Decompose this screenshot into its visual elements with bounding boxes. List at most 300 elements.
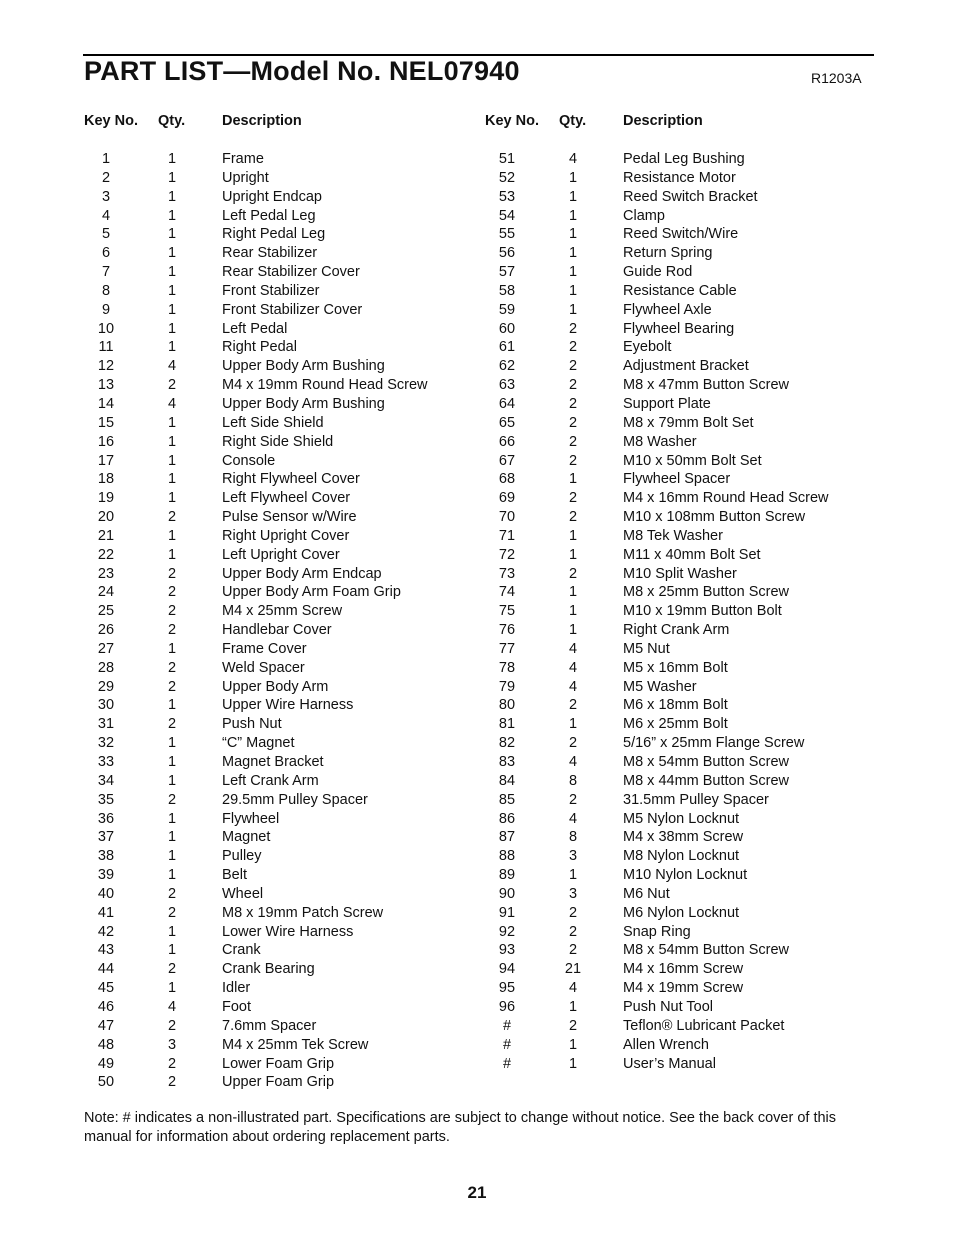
part-key-number: #: [502, 1055, 512, 1072]
part-key-number: 45: [97, 980, 115, 997]
part-key-number: 94: [498, 961, 516, 978]
part-key-number: 19: [97, 490, 115, 507]
part-row: [485, 489, 885, 508]
part-key-number: 82: [498, 735, 516, 752]
part-description: M11 x 40mm Bolt Set: [623, 546, 761, 563]
part-quantity: 1: [568, 169, 578, 186]
column-header: [485, 113, 885, 131]
part-key-number: 73: [498, 565, 516, 582]
part-key-number: 41: [97, 904, 115, 921]
part-row: [84, 150, 484, 169]
part-quantity: 4: [568, 659, 578, 676]
part-quantity: 1: [568, 622, 578, 639]
part-description: M10 x 50mm Bolt Set: [623, 452, 762, 469]
part-quantity: 3: [568, 885, 578, 902]
part-row: [485, 527, 885, 546]
part-quantity: 1: [568, 188, 578, 205]
part-description: Left Pedal Leg: [222, 207, 316, 224]
part-row: [485, 244, 885, 263]
part-description: Lower Wire Harness: [222, 923, 354, 940]
part-description: Adjustment Bracket: [623, 358, 749, 375]
part-description: Frame Cover: [222, 640, 307, 657]
part-quantity: 2: [568, 452, 578, 469]
part-row: [84, 452, 484, 471]
part-row: [485, 263, 885, 282]
part-description: M8 x 54mm Button Screw: [623, 754, 789, 770]
part-quantity: 2: [568, 509, 578, 526]
part-quantity: 4: [568, 151, 578, 167]
part-quantity: 2: [167, 1055, 177, 1072]
part-key-number: 79: [498, 678, 516, 695]
part-quantity: 4: [568, 640, 578, 657]
part-quantity: 2: [167, 961, 177, 978]
part-quantity: 1: [167, 471, 177, 488]
part-row: [84, 998, 484, 1017]
part-key-number: 77: [498, 640, 516, 657]
part-row: [84, 960, 484, 979]
part-key-number: 14: [97, 395, 115, 412]
part-key-number: 43: [97, 942, 115, 959]
part-quantity: 2: [167, 1074, 177, 1091]
part-row: [485, 791, 885, 810]
part-quantity: 2: [167, 1017, 177, 1034]
part-row: [485, 150, 885, 169]
part-row: [485, 734, 885, 753]
part-row: [84, 527, 484, 546]
part-row: [84, 583, 484, 602]
part-key-number: 67: [498, 452, 516, 469]
part-row: [485, 188, 885, 207]
part-quantity: 2: [167, 791, 177, 808]
part-quantity: 1: [568, 603, 578, 620]
part-key-number: 80: [498, 697, 516, 714]
part-quantity: 1: [568, 716, 578, 733]
part-key-number: 58: [498, 282, 516, 299]
part-row: [485, 810, 885, 829]
parts-column-right: [485, 113, 885, 1072]
part-row: [485, 169, 885, 188]
part-description: Snap Ring: [623, 923, 691, 940]
part-quantity: 2: [568, 1017, 578, 1034]
part-quantity: 1: [167, 810, 177, 827]
part-key-number: #: [502, 1036, 512, 1053]
part-row: [84, 715, 484, 734]
part-description: Right Side Shield: [222, 433, 334, 450]
part-description: Upper Body Arm Foam Grip: [222, 584, 401, 601]
parts-list-left: [84, 150, 484, 1092]
part-quantity: 1: [167, 754, 177, 770]
part-key-number: 76: [498, 622, 516, 639]
part-key-number: 18: [97, 471, 115, 488]
part-row: [84, 1055, 484, 1074]
part-quantity: 4: [167, 358, 177, 375]
part-description: Flywheel Axle: [623, 301, 712, 318]
part-description: Idler: [222, 980, 251, 997]
part-row: [84, 866, 484, 885]
part-key-number: 48: [97, 1036, 115, 1053]
part-row: [84, 188, 484, 207]
part-quantity: 3: [167, 1036, 177, 1053]
part-quantity: 1: [167, 735, 177, 752]
part-key-number: 60: [498, 320, 516, 337]
part-description: M4 x 25mm Tek Screw: [222, 1036, 369, 1053]
part-quantity: 1: [568, 471, 578, 488]
part-description: Right Pedal: [222, 339, 297, 356]
part-quantity: 1: [167, 867, 177, 884]
part-description: M4 x 19mm Screw: [623, 980, 744, 997]
revision-code: R1203A: [811, 70, 862, 86]
part-description: Reed Switch Bracket: [623, 188, 758, 205]
part-quantity: 2: [568, 377, 578, 394]
part-description: Frame: [222, 151, 264, 167]
header-description: Description: [222, 113, 302, 129]
part-description: Flywheel: [222, 810, 280, 827]
part-description: Right Crank Arm: [623, 622, 730, 639]
part-quantity: 21: [564, 961, 582, 978]
part-description: M8 x 44mm Button Screw: [623, 772, 789, 789]
part-quantity: 4: [568, 678, 578, 695]
part-quantity: 1: [568, 527, 578, 544]
part-quantity: 1: [167, 640, 177, 657]
part-quantity: 1: [568, 245, 578, 262]
part-row: [84, 508, 484, 527]
part-quantity: 1: [167, 282, 177, 299]
part-key-number: 89: [498, 867, 516, 884]
part-description: M8 x 54mm Button Screw: [623, 942, 789, 959]
part-description: Left Side Shield: [222, 414, 324, 431]
part-description: Upper Body Arm Endcap: [222, 565, 382, 582]
part-quantity: 1: [167, 226, 177, 243]
part-key-number: 69: [498, 490, 516, 507]
part-key-number: 6: [101, 245, 111, 262]
part-quantity: 8: [568, 829, 578, 846]
part-quantity: 1: [167, 772, 177, 789]
part-description: “C” Magnet: [222, 735, 295, 752]
part-row: [84, 847, 484, 866]
part-description: Left Crank Arm: [222, 772, 319, 789]
part-quantity: 2: [167, 678, 177, 695]
part-row: [485, 301, 885, 320]
part-description: Allen Wrench: [623, 1036, 709, 1053]
part-row: [485, 470, 885, 489]
part-description: Push Nut Tool: [623, 998, 714, 1015]
part-key-number: 27: [97, 640, 115, 657]
part-row: [84, 923, 484, 942]
part-key-number: 33: [97, 754, 115, 770]
part-description: Pulley: [222, 848, 262, 865]
part-key-number: 90: [498, 885, 516, 902]
part-description: Magnet: [222, 829, 271, 846]
part-row: [84, 414, 484, 433]
part-quantity: 1: [568, 264, 578, 281]
part-quantity: 4: [568, 980, 578, 997]
part-row: [485, 659, 885, 678]
part-quantity: 2: [167, 659, 177, 676]
part-row: [485, 923, 885, 942]
part-quantity: 1: [167, 245, 177, 262]
part-description: M4 x 25mm Screw: [222, 603, 343, 620]
part-row: [84, 678, 484, 697]
part-key-number: 86: [498, 810, 516, 827]
part-quantity: 1: [167, 320, 177, 337]
part-key-number: 53: [498, 188, 516, 205]
part-row: [485, 508, 885, 527]
part-quantity: 2: [167, 377, 177, 394]
part-key-number: 8: [101, 282, 111, 299]
part-key-number: 70: [498, 509, 516, 526]
part-row: [485, 904, 885, 923]
part-row: [84, 207, 484, 226]
part-description: M10 Split Washer: [623, 565, 737, 582]
part-description: Upright: [222, 169, 269, 186]
part-row: [84, 772, 484, 791]
part-description: M8 x 25mm Button Screw: [623, 584, 789, 601]
part-key-number: 47: [97, 1017, 115, 1034]
part-quantity: 1: [568, 1055, 578, 1072]
part-description: M10 x 19mm Button Bolt: [623, 603, 782, 620]
part-description: M5 Washer: [623, 678, 697, 695]
part-quantity: 1: [568, 301, 578, 318]
part-key-number: 39: [97, 867, 115, 884]
part-description: Console: [222, 452, 276, 469]
part-quantity: 1: [167, 207, 177, 224]
part-row: [485, 207, 885, 226]
part-key-number: 38: [97, 848, 115, 865]
part-description: M6 Nut: [623, 885, 670, 902]
part-row: [485, 828, 885, 847]
part-description: Right Flywheel Cover: [222, 471, 360, 488]
header-qty: Qty.: [158, 113, 186, 129]
part-description: M5 Nylon Locknut: [623, 810, 740, 827]
part-quantity: 1: [167, 264, 177, 281]
part-quantity: 2: [568, 923, 578, 940]
part-quantity: 1: [167, 490, 177, 507]
part-row: [485, 414, 885, 433]
part-description: Handlebar Cover: [222, 622, 332, 639]
part-quantity: 1: [167, 433, 177, 450]
part-key-number: 10: [97, 320, 115, 337]
part-row: [485, 602, 885, 621]
part-description: Upper Body Arm Bushing: [222, 395, 385, 412]
part-quantity: 1: [167, 829, 177, 846]
part-quantity: 1: [167, 546, 177, 563]
part-key-number: 17: [97, 452, 115, 469]
part-quantity: 2: [568, 339, 578, 356]
part-row: [84, 244, 484, 263]
header-key-no: Key No.: [84, 113, 138, 129]
part-row: [84, 320, 484, 339]
part-quantity: 1: [167, 452, 177, 469]
part-row: [485, 1036, 885, 1055]
part-key-number: 92: [498, 923, 516, 940]
part-description: M5 x 16mm Bolt: [623, 659, 728, 676]
part-row: [485, 1055, 885, 1074]
part-description: Belt: [222, 867, 247, 884]
part-quantity: 2: [568, 735, 578, 752]
part-row: [485, 941, 885, 960]
part-row: [84, 489, 484, 508]
part-key-number: 3: [101, 188, 111, 205]
part-key-number: 52: [498, 169, 516, 186]
part-key-number: 62: [498, 358, 516, 375]
part-quantity: 2: [568, 358, 578, 375]
part-key-number: 49: [97, 1055, 115, 1072]
part-key-number: 7: [101, 264, 111, 281]
part-key-number: 44: [97, 961, 115, 978]
part-key-number: 23: [97, 565, 115, 582]
part-row: [84, 470, 484, 489]
part-quantity: 4: [167, 998, 177, 1015]
part-key-number: 64: [498, 395, 516, 412]
part-row: [485, 696, 885, 715]
part-row: [84, 941, 484, 960]
part-row: [84, 169, 484, 188]
part-quantity: 1: [167, 697, 177, 714]
part-description: Push Nut: [222, 716, 282, 733]
part-key-number: 15: [97, 414, 115, 431]
part-description: Upper Body Arm: [222, 678, 329, 695]
part-key-number: 2: [101, 169, 111, 186]
part-description: Flywheel Bearing: [623, 320, 735, 337]
part-key-number: 16: [97, 433, 115, 450]
part-key-number: 35: [97, 791, 115, 808]
part-description: Crank: [222, 942, 261, 959]
part-quantity: 1: [568, 584, 578, 601]
part-description: 5/16” x 25mm Flange Screw: [623, 735, 805, 752]
part-description: 31.5mm Pulley Spacer: [623, 791, 769, 808]
part-key-number: 74: [498, 584, 516, 601]
part-quantity: 2: [568, 565, 578, 582]
part-description: Guide Rod: [623, 264, 693, 281]
part-row: [485, 753, 885, 772]
part-key-number: 66: [498, 433, 516, 450]
part-description: Foot: [222, 998, 252, 1015]
parts-list-right: [485, 150, 885, 1073]
part-row: [84, 621, 484, 640]
part-quantity: 1: [568, 546, 578, 563]
page-title: PART LIST—Model No. NEL07940: [84, 56, 520, 86]
part-key-number: 61: [498, 339, 516, 356]
part-key-number: 46: [97, 998, 115, 1015]
part-key-number: 95: [498, 980, 516, 997]
part-row: [84, 791, 484, 810]
part-description: Teflon® Lubricant Packet: [623, 1017, 785, 1034]
part-row: [485, 772, 885, 791]
part-row: [485, 338, 885, 357]
part-description: M8 x 79mm Bolt Set: [623, 414, 754, 431]
part-description: Rear Stabilizer Cover: [222, 264, 360, 281]
part-description: M6 x 18mm Bolt: [623, 697, 728, 714]
column-header: [84, 113, 484, 131]
part-row: [84, 904, 484, 923]
part-quantity: 4: [568, 810, 578, 827]
part-quantity: 2: [167, 716, 177, 733]
part-key-number: 40: [97, 885, 115, 902]
part-quantity: 3: [568, 848, 578, 865]
part-quantity: 1: [568, 226, 578, 243]
part-key-number: 5: [101, 226, 111, 243]
part-key-number: 93: [498, 942, 516, 959]
part-quantity: 2: [568, 414, 578, 431]
part-row: [485, 433, 885, 452]
part-description: Crank Bearing: [222, 961, 315, 978]
part-description: User’s Manual: [623, 1055, 716, 1072]
part-description: M8 Nylon Locknut: [623, 848, 740, 865]
part-description: M8 Tek Washer: [623, 527, 723, 544]
part-quantity: 2: [167, 603, 177, 620]
part-quantity: 2: [167, 904, 177, 921]
part-key-number: 63: [498, 377, 516, 394]
part-description: Reed Switch/Wire: [623, 226, 739, 243]
part-row: [485, 621, 885, 640]
part-row: [84, 979, 484, 998]
part-description: Left Pedal: [222, 320, 288, 337]
part-key-number: 56: [498, 245, 516, 262]
part-key-number: 11: [98, 339, 114, 356]
header-description: Description: [623, 113, 703, 129]
part-row: [485, 376, 885, 395]
part-quantity: 2: [568, 791, 578, 808]
part-quantity: 8: [568, 772, 578, 789]
part-key-number: 9: [101, 301, 111, 318]
part-row: [485, 979, 885, 998]
part-description: Upright Endcap: [222, 188, 322, 205]
part-description: M5 Nut: [623, 640, 670, 657]
part-description: M4 x 16mm Screw: [623, 961, 744, 978]
part-description: Rear Stabilizer: [222, 245, 318, 262]
part-key-number: 34: [97, 772, 115, 789]
part-row: [84, 301, 484, 320]
part-quantity: 1: [167, 339, 177, 356]
part-row: [485, 847, 885, 866]
part-key-number: 87: [498, 829, 516, 846]
part-row: [84, 376, 484, 395]
part-quantity: 1: [167, 169, 177, 186]
part-quantity: 4: [568, 754, 578, 770]
part-row: [84, 263, 484, 282]
part-quantity: 2: [568, 697, 578, 714]
part-quantity: 1: [167, 848, 177, 865]
part-row: [485, 452, 885, 471]
part-description: Upper Foam Grip: [222, 1074, 335, 1091]
part-key-number: 88: [498, 848, 516, 865]
part-quantity: 1: [167, 980, 177, 997]
part-row: [485, 715, 885, 734]
part-quantity: 1: [167, 301, 177, 318]
part-row: [84, 433, 484, 452]
part-description: Upper Wire Harness: [222, 697, 354, 714]
part-description: M10 x 108mm Button Screw: [623, 509, 806, 526]
part-description: Right Upright Cover: [222, 527, 350, 544]
part-description: Upper Body Arm Bushing: [222, 358, 385, 375]
footnote: Note: # indicates a non-illustrated part. Specifications are subject to change without notice. See the back cover of this manual for information about ordering replacement parts.: [84, 1110, 837, 1145]
part-key-number: #: [502, 1017, 512, 1034]
part-description: Left Upright Cover: [222, 546, 340, 563]
part-quantity: 1: [568, 867, 578, 884]
part-quantity: 2: [167, 565, 177, 582]
part-description: Eyebolt: [623, 339, 672, 356]
part-key-number: 32: [97, 735, 115, 752]
part-quantity: 2: [167, 509, 177, 526]
part-quantity: 1: [568, 207, 578, 224]
page-number: 21: [467, 1183, 487, 1202]
part-key-number: 26: [97, 622, 115, 639]
part-key-number: 25: [97, 603, 115, 620]
part-row: [485, 960, 885, 979]
part-key-number: 20: [97, 509, 115, 526]
part-key-number: 1: [101, 151, 111, 167]
part-description: Pulse Sensor w/Wire: [222, 509, 357, 526]
